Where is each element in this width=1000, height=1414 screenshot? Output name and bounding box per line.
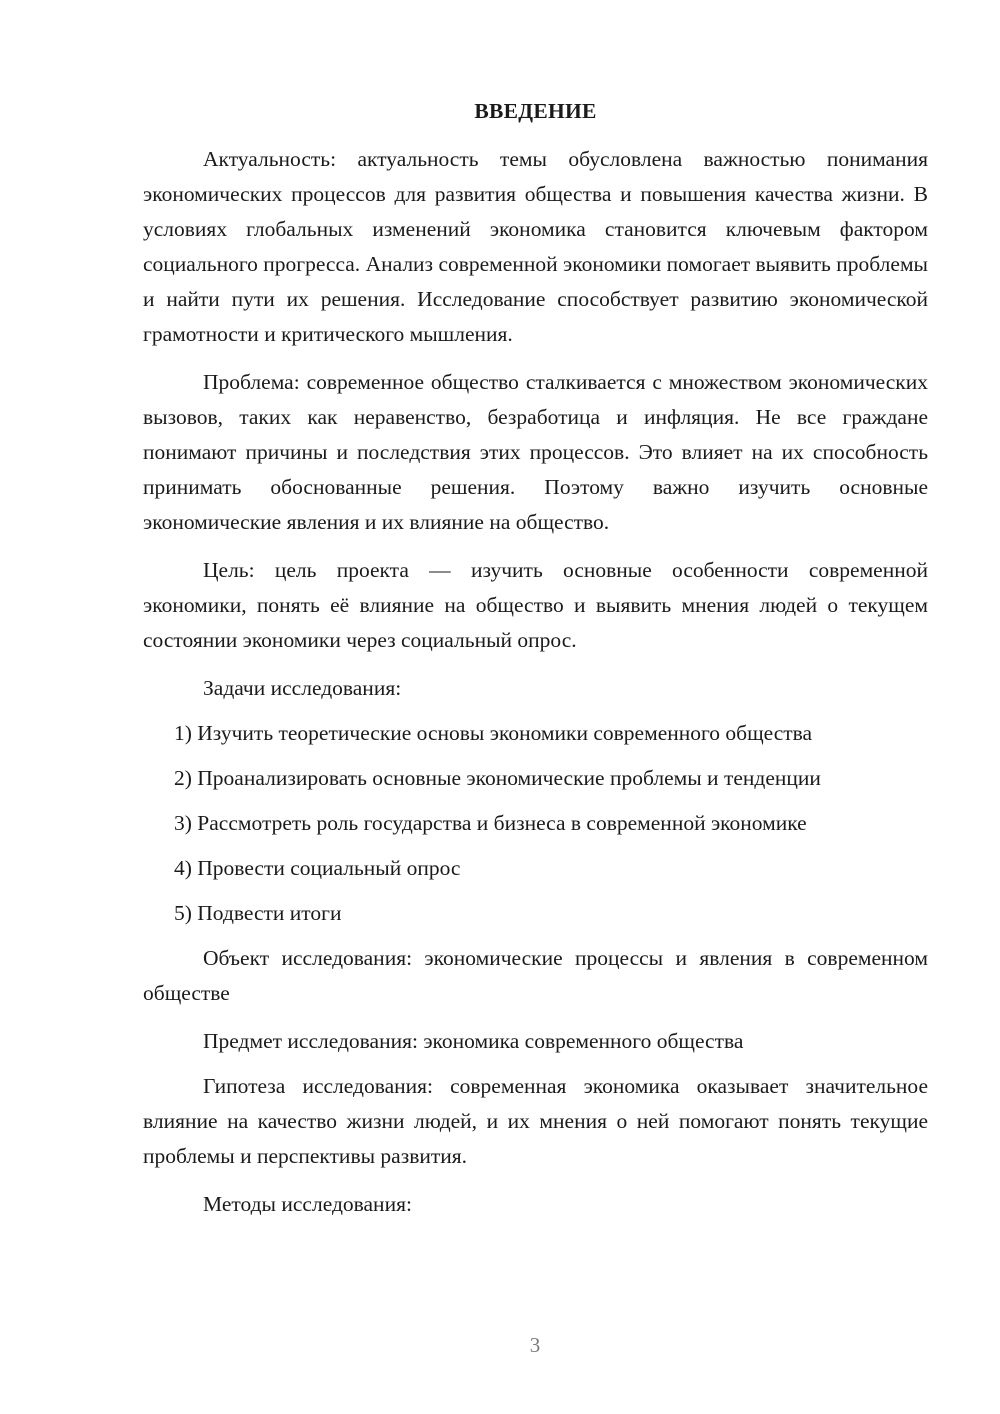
problem-paragraph: Проблема: современное общество сталкивается с множеством экономических вызовов, таких как неравенство, безработица и инфляция. Не все граждане понимают причины и последствия этих процессов. Это влияет на их способность принимать обоснованные решения. Поэтому важно изучить основные экономические явления и их влияние на общество. <box>143 370 928 534</box>
relevance-paragraph: Актуальность: актуальность темы обусловлена важностью понимания экономических процессов для развития общества и повышения качества жизни. В условиях глобальных изменений экономика становится ключевым фактором социального прогресса. Анализ современной экономики помогает выявить проблемы и найти пути их решения. Исследование способствует развитию экономической грамотности и критического мышления. <box>143 147 928 346</box>
object-paragraph: Объект исследования: экономические процессы и явления в современном обществе <box>143 946 928 1005</box>
goal-paragraph: Цель: цель проекта — изучить основные особенности современной экономики, понять её влияние на общество и выявить мнения людей о текущем состоянии экономики через социальный опрос. <box>143 558 928 652</box>
list-item: 5) Подвести итоги <box>174 901 342 925</box>
list-item: 1) Изучить теоретические основы экономики современного общества <box>174 721 813 745</box>
list-item: 4) Провести социальный опрос <box>174 856 461 880</box>
hypothesis-paragraph: Гипотеза исследования: современная экономика оказывает значительное влияние на качество жизни людей, и их мнения о ней помогают понять текущие проблемы и перспективы развития. <box>143 1074 928 1168</box>
page-number: 3 <box>529 1333 541 1357</box>
list-item: 2) Проанализировать основные экономические проблемы и тенденции <box>174 766 821 790</box>
page-content <box>143 94 928 1232</box>
page-title: ВВЕДЕНИЕ <box>474 99 597 123</box>
subject-paragraph: Предмет исследования: экономика современного общества <box>203 1029 744 1053</box>
methods-heading: Методы исследования: <box>203 1192 412 1216</box>
tasks-list <box>143 716 928 931</box>
list-item: 3) Рассмотреть роль государства и бизнеса в современной экономике <box>174 811 807 835</box>
tasks-heading: Задачи исследования: <box>203 676 402 700</box>
